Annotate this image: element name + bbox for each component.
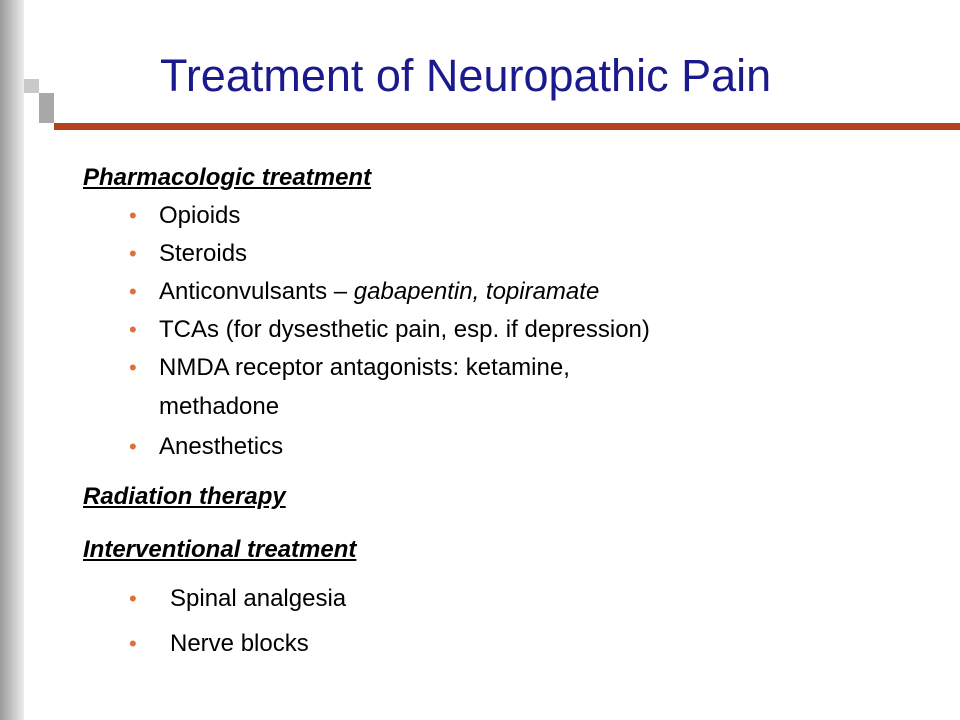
decorative-square-light xyxy=(24,79,39,93)
bullet-icon: • xyxy=(129,279,137,304)
bullet-nmda: NMDA receptor antagonists: ketamine, xyxy=(159,354,570,381)
bullet-icon: • xyxy=(129,631,137,656)
section-heading-interventional: Interventional treatment xyxy=(83,536,357,563)
bullet-icon: • xyxy=(129,203,137,228)
bullet-icon: • xyxy=(129,317,137,342)
bullet-anticonvulsants-label: Anticonvulsants – xyxy=(159,278,354,305)
bullet-tcas: TCAs (for dysesthetic pain, esp. if depression) xyxy=(159,316,650,343)
bullet-icon: • xyxy=(129,355,137,380)
bullet-icon: • xyxy=(129,241,137,266)
left-decorative-bar xyxy=(0,0,24,720)
bullet-icon: • xyxy=(129,434,137,459)
decorative-square-dark xyxy=(39,93,54,123)
bullet-nerve-blocks: Nerve blocks xyxy=(170,630,309,657)
bullet-anticonvulsants-examples: gabapentin, topiramate xyxy=(353,278,600,305)
bullet-anticonvulsants xyxy=(159,277,599,307)
bullet-icon: • xyxy=(129,586,137,611)
section-heading-pharmacologic: Pharmacologic treatment xyxy=(83,164,372,191)
bullet-anesthetics: Anesthetics xyxy=(159,433,284,460)
title-underline-rule xyxy=(54,123,960,130)
bullet-nmda-continuation: methadone xyxy=(159,393,280,420)
slide-title: Treatment of Neuropathic Pain xyxy=(160,50,772,101)
bullet-opioids: Opioids xyxy=(159,202,241,229)
bullet-spinal-analgesia: Spinal analgesia xyxy=(170,585,347,612)
bullet-steroids: Steroids xyxy=(159,240,248,267)
section-heading-radiation: Radiation therapy xyxy=(83,483,286,510)
